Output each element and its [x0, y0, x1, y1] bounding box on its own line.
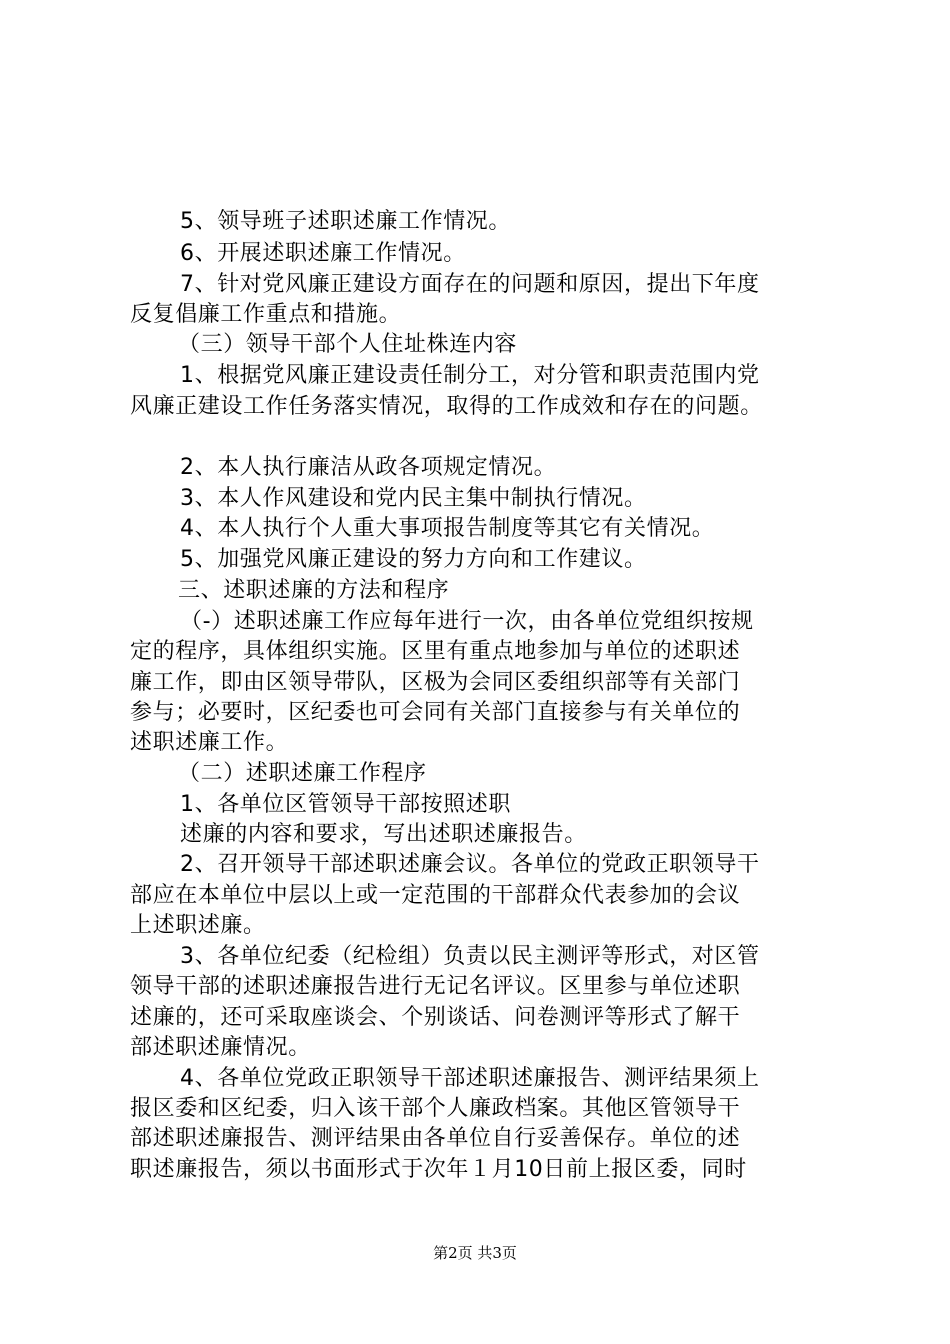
text-line: 7、针对党风廉正建设方面存在的问题和原因，提出下年度 — [180, 272, 760, 297]
text-line: 领导干部的述职述廉报告进行无记名评议。区里参与单位述职 — [130, 974, 741, 999]
text-line: 报区委和区纪委，归入该干部个人廉政档案。其他区管领导干 — [130, 1096, 741, 1121]
text-line: 部述职述廉报告、测评结果由各单位自行妥善保存。单位的述 — [130, 1126, 741, 1151]
text-line: （-）述职述廉工作应每年进行一次，由各单位党组织按规 — [180, 609, 754, 634]
text-line: 5、加强党风廉正建设的努力方向和工作建议。 — [180, 547, 647, 572]
section-heading: （二）述职述廉工作程序 — [178, 761, 427, 786]
text-line: 6、开展述职述廉工作情况。 — [180, 241, 466, 266]
text-line: 部述职述廉情况。 — [130, 1035, 311, 1060]
text-line: 4、各单位党政正职领导干部述职述廉报告、测评结果须上 — [180, 1066, 760, 1091]
page-number: 第2页 共3页 — [433, 1244, 517, 1262]
text-line: 参与；必要时，区纪委也可会同有关部门直接参与有关单位的 — [130, 700, 741, 725]
text-line: 2、本人执行廉洁从政各项规定情况。 — [180, 455, 557, 480]
text-line: 1、各单位区管领导干部按照述职 — [180, 792, 511, 817]
section-heading: 三、述职述廉的方法和程序 — [178, 578, 450, 603]
text-line: 定的程序，具体组织实施。区里有重点地参加与单位的述职述 — [130, 639, 741, 664]
text-line: 述廉的内容和要求，写出述职述廉报告。 — [180, 822, 587, 847]
section-heading: （三）领导干部个人住址株连内容 — [178, 332, 518, 357]
text-line: 部应在本单位中层以上或一定范围的干部群众代表参加的会议 — [130, 883, 741, 908]
text-line: 述廉的，还可采取座谈会、个别谈话、问卷测评等形式了解干 — [130, 1005, 741, 1030]
text-line: 4、本人执行个人重大事项报告制度等其它有关情况。 — [180, 516, 715, 541]
text-line: 1、根据党风廉正建设责任制分工，对分管和职责范围内党 — [180, 363, 760, 388]
text-line: 职述廉报告，须以书面形式于次年１月10日前上报区委，同时 — [130, 1157, 747, 1182]
text-line: 廉工作，即由区领导带队，区极为会同区委组织部等有关部门 — [130, 670, 741, 695]
text-line: 3、各单位纪委（纪检组）负责以民主测评等形式，对区管 — [180, 944, 760, 969]
text-line: 反复倡廉工作重点和措施。 — [130, 302, 402, 327]
text-line: 5、领导班子述职述廉工作情况。 — [180, 209, 511, 234]
text-line: 2、召开领导干部述职述廉会议。各单位的党政正职领导干 — [180, 852, 760, 877]
text-line: 述职述廉工作。 — [130, 730, 289, 755]
text-line: 上述职述廉。 — [130, 913, 266, 938]
text-line: 3、本人作风建设和党内民主集中制执行情况。 — [180, 486, 647, 511]
text-line: 风廉正建设工作任务落实情况，取得的工作成效和存在的问题。 — [130, 394, 763, 419]
